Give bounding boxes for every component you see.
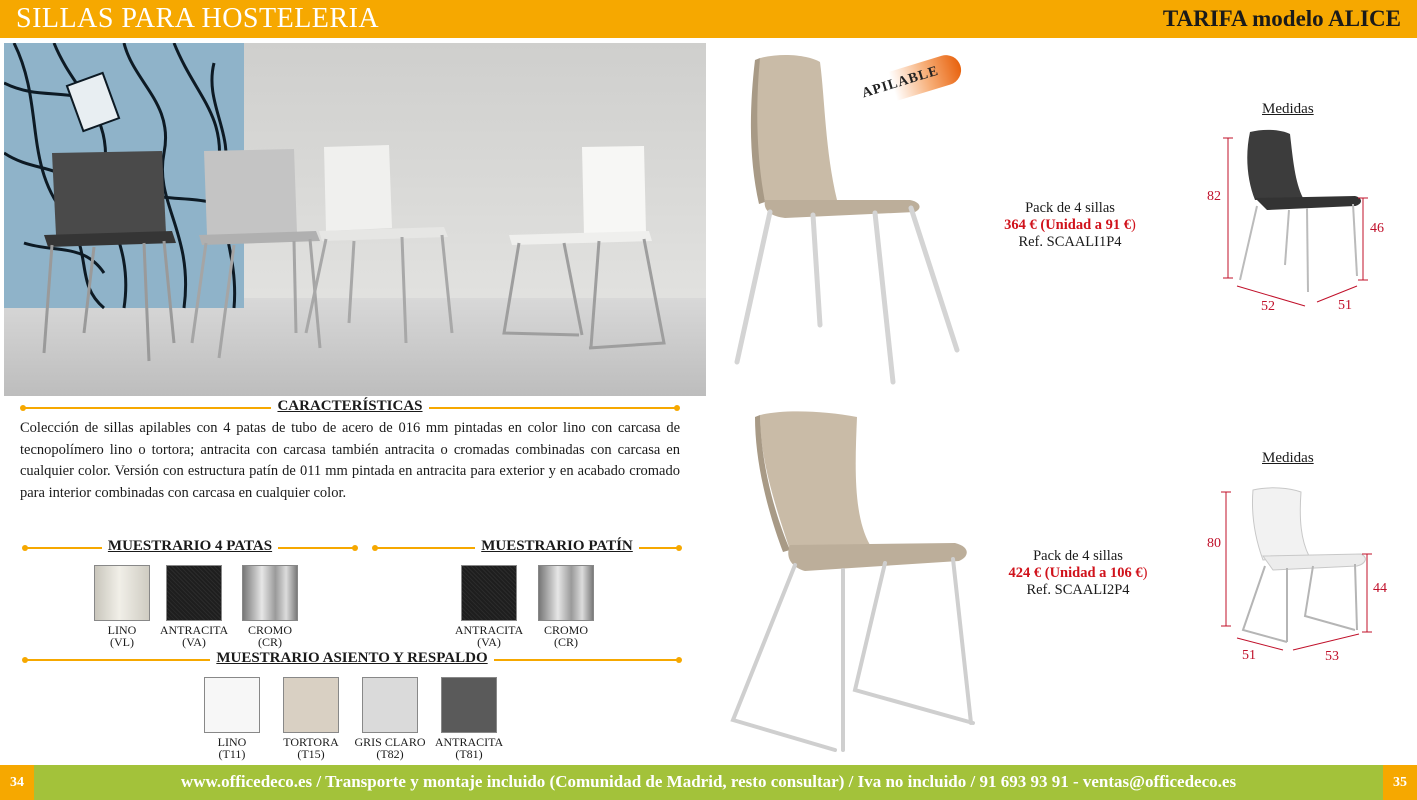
swatch-label: CROMO (CR)	[247, 623, 292, 649]
swatch-seat-lino	[204, 677, 260, 733]
swatch-label: GRIS CLARO (T82)	[354, 735, 426, 761]
characteristics-heading: CARACTERÍSTICAS	[20, 398, 680, 418]
samples-seat-heading: MUESTRARIO ASIENTO Y RESPALDO	[22, 650, 682, 670]
swatch-seat-antracita	[441, 677, 497, 733]
swatch-seat-tortora	[283, 677, 339, 733]
chair-4-legs-image	[725, 50, 965, 390]
dim-seat-height: 44	[1373, 581, 1387, 596]
swatch-label: TORTORA (T15)	[283, 735, 339, 761]
samples-4-legs-heading: MUESTRARIO 4 PATAS	[22, 538, 358, 558]
chair-skid-dimensions	[1195, 480, 1395, 670]
footer-contact-text: www.officedeco.es / Transporte y montaje incluido (Comunidad de Madrid, resto consultar) / Iva no incluido / 91 693 93 91 - ventas@officedeco.es	[180, 772, 1237, 791]
swatch-4-legs-cromo	[242, 565, 298, 621]
page-number-left: 34	[0, 765, 34, 800]
swatch-skid-antracita	[461, 565, 517, 621]
dim-width: 52	[1261, 299, 1275, 314]
swatch-label: CROMO (CR)	[543, 623, 588, 649]
characteristics-text: Colección de sillas apilables con 4 patas de tubo de acero de 016 mm pintadas en color lino con carcasa de tecnopolímero lino o tortora; antracita con carcasa también antracita o cromadas combinadas con carcasa en cualquier color. Versión con estructura patín de 011 mm pintada en antracita para exterior y en acabado cromado para interior combinadas con carcasa en cualquier color.	[20, 420, 680, 501]
swatch-label: ANTRACITA (T81)	[434, 735, 504, 761]
dim-height: 82	[1207, 189, 1221, 204]
dim-height: 80	[1207, 536, 1221, 551]
tariff-title: TARIFA modelo ALICE	[1162, 6, 1401, 31]
dim-seat-height: 46	[1370, 221, 1384, 236]
dim-depth: 53	[1325, 649, 1339, 664]
samples-skid-heading: MUESTRARIO PATÍN	[372, 538, 682, 558]
swatch-label: ANTRACITA (VA)	[159, 623, 229, 649]
product-2-info: Pack de 4 sillas 424 € (Unidad a 106 €) Ref. SCAALI2P4	[1008, 548, 1148, 598]
swatch-4-legs-lino	[94, 565, 150, 621]
page-title: SILLAS PARA HOSTELERIA	[16, 3, 380, 34]
page-number-right: 35	[1383, 765, 1417, 800]
stackable-badge: APILABLE	[843, 51, 965, 114]
swatch-skid-cromo	[538, 565, 594, 621]
chairs-photo	[4, 43, 706, 396]
swatch-label: LINO (VL)	[107, 623, 137, 649]
swatch-label: LINO (T11)	[217, 735, 247, 761]
swatch-label: ANTRACITA (VA)	[454, 623, 524, 649]
product-1-info: Pack de 4 sillas 364 € (Unidad a 91 €) Ref. SCAALI1P4	[1004, 200, 1136, 250]
medidas-label: Medidas	[1262, 450, 1314, 466]
medidas-label: Medidas	[1262, 101, 1314, 117]
swatch-4-legs-antracita	[166, 565, 222, 621]
swatch-seat-gris-claro	[362, 677, 418, 733]
dim-depth: 51	[1338, 298, 1352, 313]
dim-width: 51	[1242, 648, 1256, 663]
chair-4-legs-dimensions	[1195, 120, 1395, 320]
chair-skid-image	[725, 405, 975, 755]
